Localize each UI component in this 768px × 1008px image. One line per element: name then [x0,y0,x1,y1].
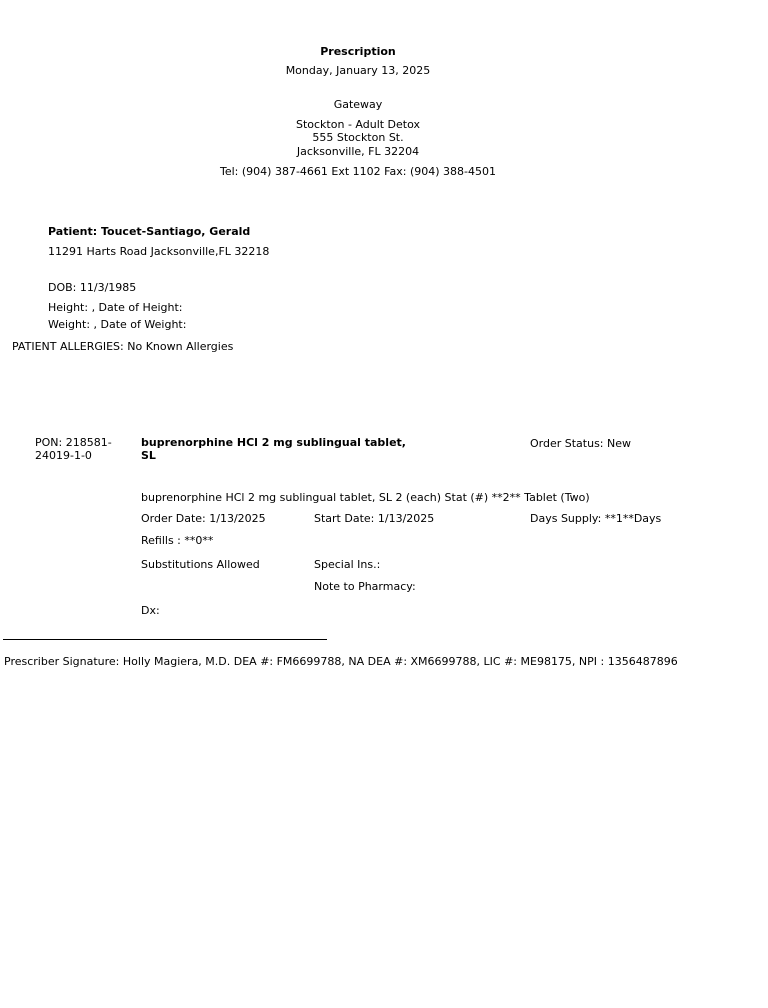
facility-name: Stockton - Adult Detox [295,118,421,131]
patient-height: Height: , Date of Height: [48,301,183,314]
patient-name: Patient: Toucet-Santiago, Gerald [48,225,251,238]
signature-line [3,639,327,640]
pon-line-2: 24019-1-0 [35,449,92,462]
note-to-pharmacy: Note to Pharmacy: [314,580,416,593]
document-title: Prescription [320,45,396,58]
facility-contact: Tel: (904) 387-4661 Ext 1102 Fax: (904) 388-4501 [220,165,496,178]
substitutions: Substitutions Allowed [141,558,260,571]
prescriber-signature: Prescriber Signature: Holly Magiera, M.D. DEA #: FM6699788, NA DEA #: XM6699788, LIC #: ME98175, NPI : 1356487896 [4,655,678,668]
order-sig: buprenorphine HCl 2 mg sublingual tablet, SL 2 (each) Stat (#) **2** Tablet (Two) [141,491,590,504]
facility-city: Jacksonville, FL 32204 [296,145,420,158]
special-instructions: Special Ins.: [314,558,381,571]
patient-dob: DOB: 11/3/1985 [48,281,137,294]
start-date: Start Date: 1/13/2025 [314,512,435,525]
order-date: Order Date: 1/13/2025 [141,512,266,525]
patient-address: 11291 Harts Road Jacksonville,FL 32218 [48,245,270,258]
pon-line-1: PON: 218581- [35,436,112,449]
diagnosis: Dx: [141,604,160,617]
days-supply: Days Supply: **1**Days [530,512,662,525]
patient-allergies: PATIENT ALLERGIES: No Known Allergies [12,340,234,353]
drug-name-line-2: SL [141,449,156,462]
organization-name: Gateway [333,98,383,111]
patient-weight: Weight: , Date of Weight: [48,318,187,331]
facility-street: 555 Stockton St. [312,131,404,144]
refills: Refills : **0** [141,534,214,547]
order-status: Order Status: New [530,437,632,450]
drug-name-line-1: buprenorphine HCl 2 mg sublingual tablet, [141,436,406,449]
document-date: Monday, January 13, 2025 [285,64,431,77]
